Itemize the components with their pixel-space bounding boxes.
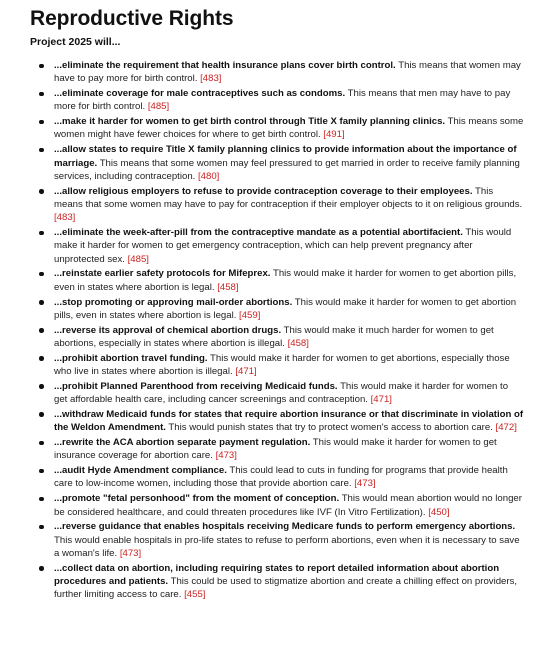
citation-link[interactable]: [450] [428, 506, 450, 518]
item-description: This means that women may have to pay more for birth control. [54, 60, 521, 85]
bullet-icon [39, 189, 44, 194]
item-heading: ...prohibit abortion travel funding. [54, 352, 208, 364]
item-heading: ...make it harder for women to get birth control through Title X family planning clinics. [54, 116, 446, 128]
bullet-icon [39, 272, 44, 277]
citation-link[interactable]: [473] [215, 450, 237, 462]
citation-link[interactable]: [458] [287, 337, 309, 349]
item-description: This means some women might have fewer choices for where to get birth control. [54, 116, 524, 141]
item-description: This could be used to stigmatize abortion and create a chilling effect on providers, further limiting access to care. [54, 575, 518, 601]
item-heading: ...withdraw Medicaid funds for states that require abortion insurance or that discriminate in violation of the Weldon Amendment. [54, 408, 524, 434]
citation-link[interactable]: [471] [370, 394, 392, 406]
item-description: This means that some women may feel pressured to get married in order to receive family planning services, including contraception. [54, 157, 520, 182]
list-item [54, 464, 528, 491]
citation-link[interactable]: [472] [495, 422, 517, 434]
page-title: Reproductive Rights [30, 7, 234, 30]
item-heading: ...audit Hyde Amendment compliance. [54, 465, 227, 477]
item-description: This means that some women may have to pay for contraception if their employer objects to it on religious grounds. [54, 185, 523, 210]
list-item [54, 143, 528, 183]
bullet-icon [39, 412, 44, 417]
citation-link[interactable]: [455] [184, 589, 206, 601]
item-description: This would make it harder for women to get abortion pills, even in states where abortion is legal. [54, 296, 517, 321]
bullet-icon [39, 328, 44, 333]
citation-link[interactable]: [471] [235, 366, 257, 378]
item-description: This would make it harder for women to get abortions, especially those who live in states where abortion is illegal. [54, 352, 510, 378]
item-description: This would make it harder for women to get insurance coverage for abortion care. [54, 437, 497, 462]
item-heading: ...eliminate coverage for male contraceptives such as condoms. [54, 88, 346, 100]
citation-link[interactable]: [473] [119, 547, 142, 559]
citation-link[interactable]: [483] [200, 73, 222, 85]
list-item [54, 296, 528, 323]
bullet-icon [39, 300, 44, 305]
item-heading: ...prohibit Planned Parenthood from receiving Medicaid funds. [54, 380, 338, 392]
item-heading: ...stop promoting or approving mail-order abortions. [54, 296, 293, 308]
policy-list [30, 59, 528, 602]
bullet-icon [39, 384, 44, 389]
bullet-icon [39, 441, 44, 446]
bullet-icon [39, 148, 44, 153]
list-item [54, 562, 528, 602]
list-item [54, 408, 528, 435]
list-item [54, 185, 528, 225]
citation-link[interactable]: [459] [239, 309, 261, 321]
item-heading: ...reinstate earlier safety protocols for Mifeprex. [54, 268, 271, 280]
citation-link[interactable]: [458] [217, 281, 239, 293]
citation-link[interactable]: [491] [323, 129, 345, 141]
citation-link[interactable]: [485] [147, 101, 170, 113]
bullet-icon [39, 566, 44, 571]
list-item [54, 380, 528, 407]
bullet-icon [39, 120, 44, 125]
bullet-icon [39, 469, 44, 474]
list-item [54, 352, 528, 379]
item-heading: ...collect data on abortion, including requiring states to report detailed information about abortion procedures and patients. [54, 562, 500, 587]
item-description: This would make it harder for women to get affordable health care, including cancer screenings and contraception. [54, 380, 509, 406]
item-description: This would enable hospitals in pro-life states to refuse to perform abortions, even when it is necessary to save a woman's life. [54, 534, 520, 559]
intro-text: Project 2025 will... [30, 36, 121, 48]
citation-link[interactable]: [483] [54, 212, 76, 224]
item-description: This could lead to cuts in funding for programs that provide health care to low-income women, including those that provide abortion care. [54, 465, 508, 490]
item-heading: ...promote "fetal personhood" from the moment of conception. [54, 493, 340, 505]
bullet-icon [39, 525, 44, 530]
item-description: This means that men may have to pay more for birth control. [54, 88, 511, 113]
item-heading: ...rewrite the ACA abortion separate payment regulation. [54, 437, 311, 449]
item-heading: ...eliminate the week-after-pill from the contraceptive mandate as a potential abortifacient. [54, 227, 463, 239]
list-item [54, 115, 528, 142]
list-item [54, 520, 528, 560]
list-item [54, 87, 528, 114]
item-description: This would make it harder for women to get abortion pills, even in states where abortion is legal. [54, 268, 517, 293]
item-description: This would make it much harder for women to get abortions, especially in states where abortion is illegal. [54, 324, 494, 349]
item-heading: ...allow states to require Title X family planning clinics to provide information about the importance of marriage. [54, 144, 517, 169]
citation-link[interactable]: [480] [197, 170, 220, 182]
list-item [54, 492, 528, 519]
item-description: This would make it harder for women to get emergency contraception, which can help prevent pregnancy after unprotected sex. [54, 227, 512, 265]
bullet-icon [39, 497, 44, 502]
list-item [54, 267, 528, 294]
bullet-icon [39, 64, 44, 69]
item-description: This would punish states that try to protect women's access to abortion care. [165, 422, 496, 434]
item-description: This would mean abortion would no longer be considered healthcare, and could threaten procedures like IVF (In Vitro Fertilization). [54, 493, 522, 518]
list-item [54, 226, 528, 266]
list-item [54, 436, 528, 463]
item-heading: ...allow religious employers to refuse to provide contraception coverage to their employees. [54, 185, 473, 197]
bullet-icon [39, 92, 44, 97]
citation-link[interactable]: [473] [354, 478, 376, 490]
bullet-icon [39, 356, 44, 361]
item-heading: ...reverse guidance that enables hospitals receiving Medicare funds to perform emergency abortions. [54, 521, 516, 533]
bullet-icon [39, 231, 44, 236]
list-item [54, 59, 528, 86]
list-item [54, 324, 528, 351]
item-heading: ...reverse its approval of chemical abortion drugs. [54, 324, 282, 336]
citation-link[interactable]: [485] [127, 253, 149, 265]
item-heading: ...eliminate the requirement that health insurance plans cover birth control. [54, 60, 396, 71]
